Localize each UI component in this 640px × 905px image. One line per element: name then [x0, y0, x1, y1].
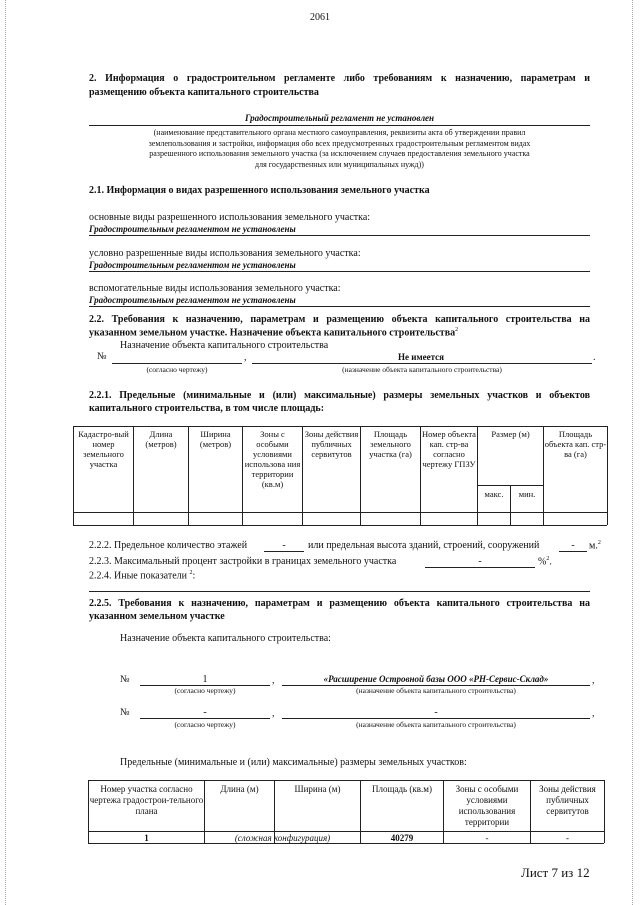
- t2-cell-zones-public: -: [566, 833, 569, 843]
- t2-header-number: Номер участка согласно чертежа градострои-тельного плана: [89, 784, 204, 816]
- main-uses-value: Градостроительным регламентом не установлены: [89, 224, 296, 234]
- section22-caption-left: (согласно чертежу): [146, 365, 208, 374]
- header-size: Размер (м): [491, 429, 530, 439]
- header-width: Ширина (метров): [199, 429, 232, 449]
- row2-caption-right: (назначение объекта капитального строительства): [356, 720, 516, 729]
- row1-number: 1: [202, 674, 208, 685]
- header-max: макс.: [484, 489, 504, 499]
- header-zones-public: Зоны действия публичных сервитутов: [304, 429, 359, 459]
- floors-underline: [264, 551, 304, 552]
- row1-comma: ,: [272, 675, 275, 686]
- t2-header-width: Ширина (м): [294, 784, 341, 794]
- header-building-area: Площадь объекта кап. стр-ва (га): [544, 429, 607, 459]
- section224-underline: [89, 591, 590, 592]
- section21-title: 2.1. Информация о видах разрешенного использования земельного участка: [89, 185, 430, 196]
- row1-purpose-value: «Расширение Островной базы ООО «РН-Сервис-Склад»: [323, 674, 549, 684]
- row2-comma-end: ,: [592, 708, 595, 719]
- t2-header-zones-public: Зоны действия публичных сервитутов: [539, 784, 596, 816]
- section22-number-underline: [112, 363, 242, 364]
- row2-caption-left: (согласно чертежу): [174, 720, 236, 729]
- build-percent-value: -: [478, 556, 482, 567]
- scan-left-edge: [5, 0, 9, 905]
- page-number-top: 2061: [310, 12, 330, 23]
- plot-sizes-label: Предельные (минимальные и (или) максимальные) размеры земельных участков:: [120, 757, 467, 768]
- height-unit: м.$^2$: [589, 540, 601, 552]
- floors-value: -: [282, 540, 286, 551]
- section22-caption-right: (назначение объекта капитального строительства): [342, 365, 502, 374]
- height-value: -: [571, 540, 575, 551]
- header-cadastral: Кадастро-вый номер земельного участка: [78, 429, 129, 469]
- section224-label: 2.2.4. Иные показатели $^2$:: [89, 570, 196, 582]
- header-zones-special: Зоны с особыми условиями использова ния территории (кв.м): [244, 429, 301, 489]
- row2-number-underline: [140, 718, 270, 719]
- conditional-uses-underline: [89, 271, 590, 272]
- section223-label: 2.2.3. Максимальный процент застройки в границах земельного участка: [89, 556, 397, 567]
- row2-purpose-underline: [282, 718, 590, 719]
- row1-caption-right: (назначение объекта капитального строительства): [356, 686, 516, 695]
- auxiliary-uses-value: Градостроительным регламентом не установлены: [89, 295, 296, 305]
- section2-caption: (наименование представительного органа местного самоуправления, реквизиты акта об утверждении правил землепользования и застройки, информация обо всех предусмотренных градостроительным регламентом видах разрешенного использования земельного участка (за исключением случаев предоставления земельного участка для государственных или муниципальных нужд)): [148, 128, 531, 169]
- section22-value: Не имеется: [398, 352, 444, 362]
- section22-no-label: №: [97, 351, 107, 362]
- section225-purpose-label: Назначение объекта капитального строительства:: [120, 633, 331, 644]
- header-object-number: Номер объекта кап. стр-ва согласно чертежу ГПЗУ: [422, 429, 476, 469]
- main-uses-underline: [89, 235, 590, 236]
- header-min: мин.: [518, 489, 536, 499]
- conditional-uses-value: Градостроительным регламентом не установлены: [89, 260, 296, 270]
- auxiliary-uses-underline: [89, 306, 590, 307]
- section221-title-line1: 2.2.1. Предельные (минимальные и (или) максимальные) размеры земельных участков и объектов: [89, 390, 590, 401]
- header-area: Площадь земельного участка (га): [369, 429, 412, 459]
- section22-purpose-label: Назначение объекта капитального строительства: [120, 340, 329, 351]
- auxiliary-uses-label: вспомогательные виды использования земельного участка:: [89, 283, 341, 294]
- header-length: Длина (метров): [145, 429, 177, 449]
- row1-comma-end: ,: [592, 675, 595, 686]
- scan-right-edge: [632, 0, 636, 905]
- row2-no-label: №: [120, 707, 130, 718]
- row2-purpose-value: -: [434, 707, 438, 718]
- row1-no-label: №: [120, 674, 130, 685]
- conditional-uses-label: условно разрешенные виды использования земельного участка:: [89, 248, 361, 259]
- section22-period: .: [593, 352, 596, 363]
- section22-title-line1: 2.2. Требования к назначению, параметрам и размещению объекта капитального строительства на: [89, 314, 590, 325]
- row1-caption-left: (согласно чертежу): [174, 686, 236, 695]
- t2-header-length: Длина (м): [220, 784, 259, 794]
- section2-underline: [89, 125, 590, 126]
- build-percent-underline: [425, 567, 535, 568]
- sheet-counter: Лист 7 из 12: [521, 865, 590, 880]
- section2-title-line2: размещению объекта капитального строительства: [89, 87, 319, 98]
- t2-cell-zones-special: -: [485, 833, 489, 843]
- row2-comma: ,: [272, 708, 275, 719]
- main-uses-label: основные виды разрешенного использования земельного участка:: [89, 212, 371, 223]
- t2-cell-configuration: (сложная конфигурация): [234, 833, 331, 843]
- height-underline: [559, 551, 587, 552]
- build-percent-unit: %$^2$.: [538, 556, 552, 568]
- row2-number: -: [203, 707, 207, 718]
- section221-title-line2: капитального строительства, в том числе площадь:: [89, 403, 325, 414]
- section2-title-line1: 2. Информация о градостроительном регламенте либо требованиям к назначению, параметрам и: [89, 73, 590, 84]
- section222-middle: или предельная высота зданий, строений, сооружений: [308, 540, 540, 551]
- t2-header-zones-special: Зоны с особыми условиями использования территории: [455, 784, 519, 827]
- section222-label: 2.2.2. Предельное количество этажей: [89, 540, 248, 551]
- section225-title-line2: указанном земельном участке: [89, 611, 225, 622]
- section225-title-line1: 2.2.5. Требования к назначению, параметрам и размещению объекта капитального строительства на: [89, 598, 590, 609]
- t2-header-area: Площадь (кв.м): [372, 784, 432, 794]
- section22-comma: ,: [244, 352, 247, 363]
- t2-cell-area: 40279: [390, 833, 414, 843]
- section22-value-underline: [252, 363, 592, 364]
- section2-value: Градостроительный регламент не установлен: [244, 113, 435, 123]
- section22-title-line2: указанном земельном участке. Назначение объекта капитального строительства$^2$: [89, 327, 459, 339]
- t2-cell-number: 1: [144, 833, 149, 843]
